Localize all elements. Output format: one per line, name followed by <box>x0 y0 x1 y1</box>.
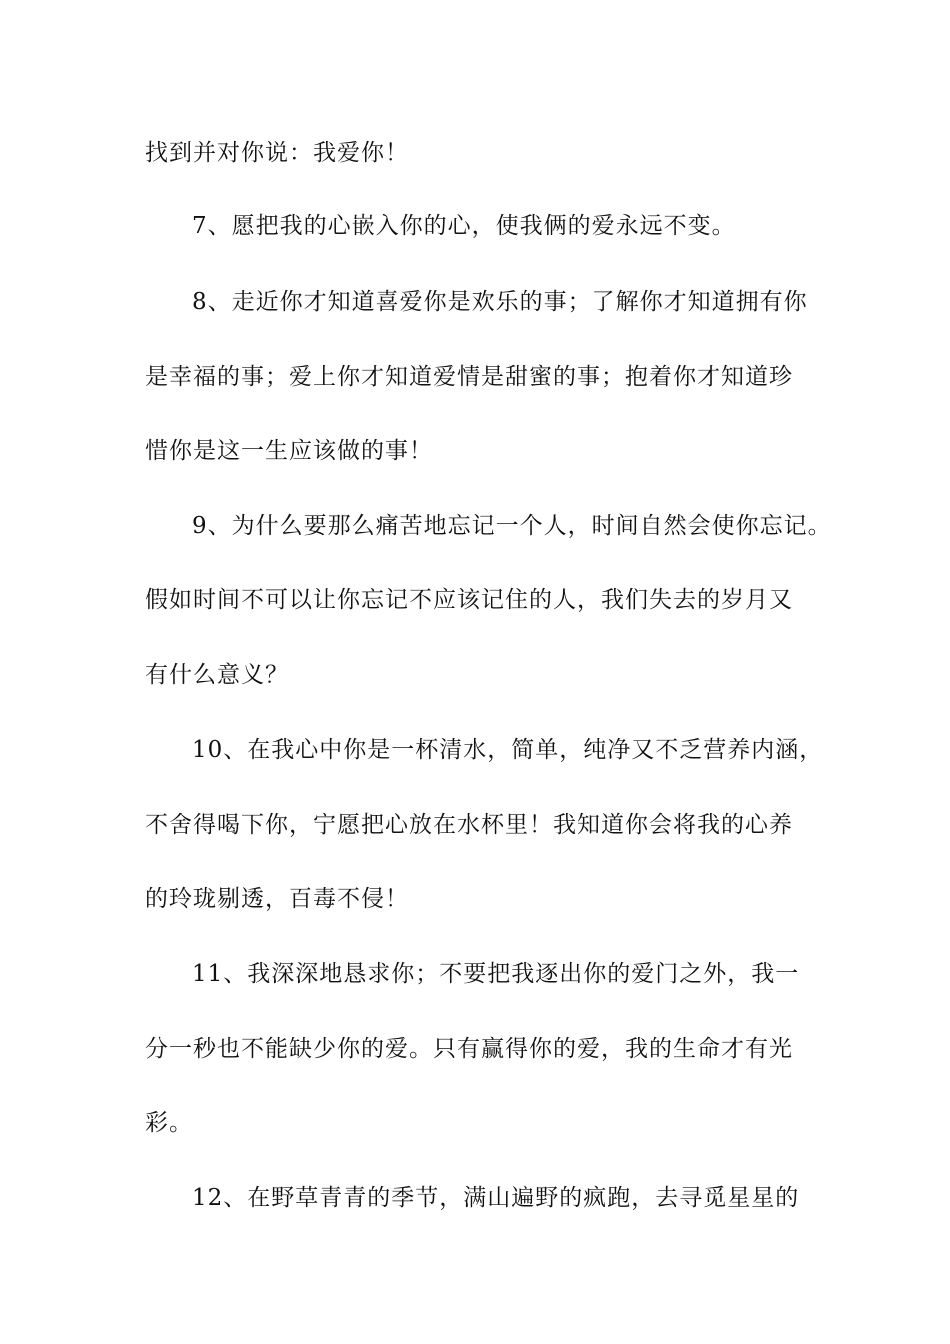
text-line: 惜你是这一生应该做的事！ <box>145 438 433 464</box>
text-line: 有什么意义？ <box>145 662 289 688</box>
text-line: 的玲珑剔透，百毒不侵！ <box>145 886 409 912</box>
text-line: 9、为什么要那么痛苦地忘记一个人，时间自然会使你忘记。 <box>192 513 832 539</box>
text-line: 找到并对你说：我爱你！ <box>145 140 409 166</box>
text-line: 10、在我心中你是一杯清水，简单，纯净又不乏营养内涵， <box>192 737 824 763</box>
text-line: 假如时间不可以让你忘记不应该记住的人，我们失去的岁月又 <box>145 587 793 613</box>
text-line: 11、我深深地恳求你；不要把我逐出你的爱门之外，我一 <box>192 961 800 987</box>
text-line: 7、愿把我的心嵌入你的心，使我俩的爱永远不变。 <box>192 213 736 239</box>
text-line: 是幸福的事；爱上你才知道爱情是甜蜜的事；抱着你才知道珍 <box>145 364 793 390</box>
text-line: 不舍得喝下你，宁愿把心放在水杯里！我知道你会将我的心养 <box>145 812 793 838</box>
text-line: 12、在野草青青的季节，满山遍野的疯跑，去寻觅星星的 <box>192 1185 800 1211</box>
text-line: 分一秒也不能缺少你的爱。只有赢得你的爱，我的生命才有光 <box>145 1036 793 1062</box>
text-line: 8、走近你才知道喜爱你是欢乐的事；了解你才知道拥有你 <box>192 289 808 315</box>
text-line: 彩。 <box>145 1110 193 1136</box>
